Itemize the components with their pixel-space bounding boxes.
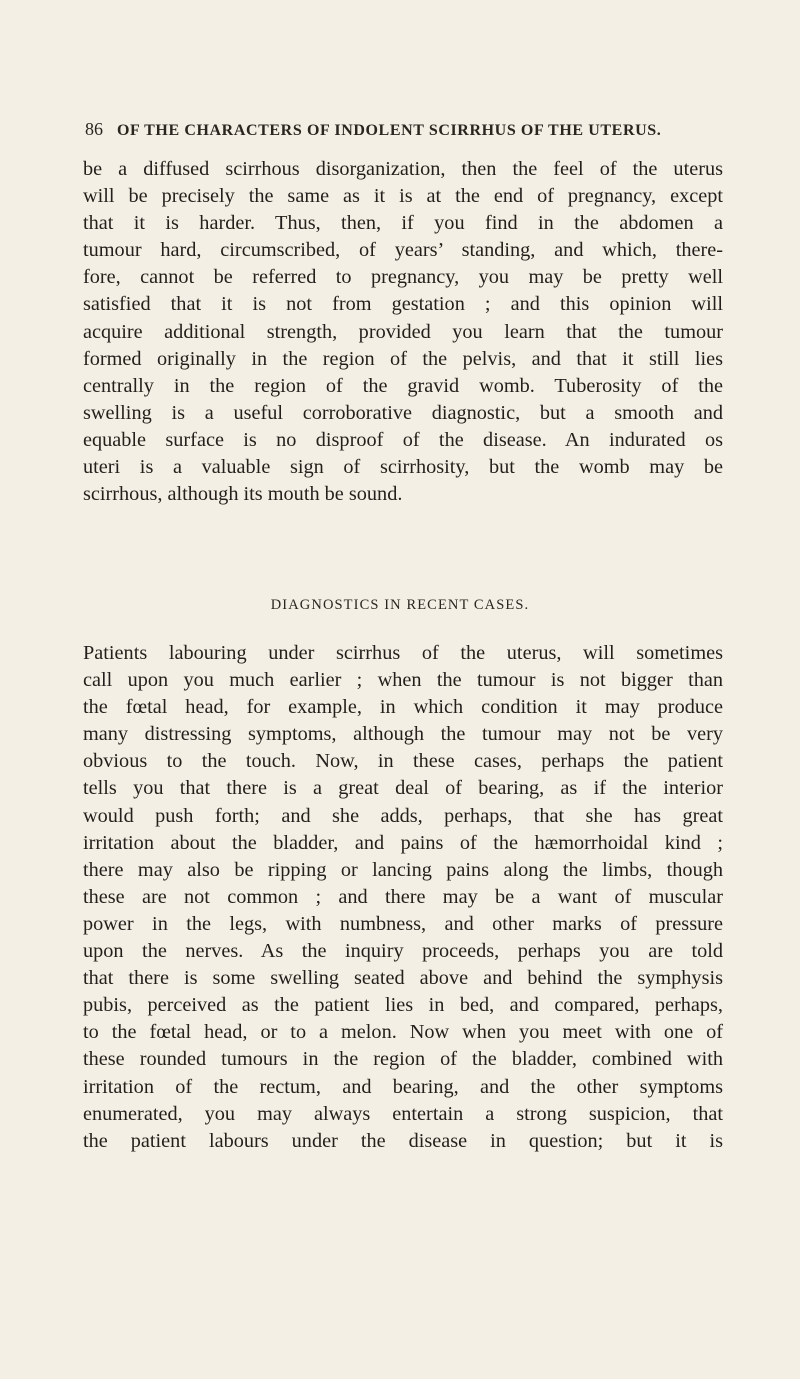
text-line: pubis, perceived as the patient lies in bed, and compared, perhaps, xyxy=(83,994,723,1017)
text-line: the fœtal head, for example, in which condition it may produce xyxy=(83,696,723,719)
text-line: many distressing symptoms, although the tumour may not be very xyxy=(83,723,723,746)
text-line: these are not common ; and there may be a want of muscular xyxy=(83,885,723,908)
text-line: will be precisely the same as it is at the end of pregnancy, except xyxy=(83,185,723,208)
text-line: there may also be ripping or lancing pains along the limbs, though xyxy=(83,858,723,881)
text-line: the patient labours under the disease in question; but it is xyxy=(83,1129,723,1152)
text-line: scirrhous, although its mouth be sound. xyxy=(83,483,403,506)
text-line: irritation about the bladder, and pains of the hæmorrhoidal kind ; xyxy=(83,831,723,854)
text-line: enumerated, you may always entertain a strong suspicion, that xyxy=(83,1102,723,1125)
paragraph-2 xyxy=(83,640,723,1155)
text-line: formed originally in the region of the pelvis, and that it still lies xyxy=(83,347,723,370)
text-line: fore, cannot be referred to pregnancy, you may be pretty well xyxy=(83,266,723,289)
text-line: that it is harder. Thus, then, if you find in the abdomen a xyxy=(83,212,723,235)
text-line: irritation of the rectum, and bearing, and the other symptoms xyxy=(83,1075,723,1098)
paragraph-1 xyxy=(83,156,723,508)
page-number: 86 xyxy=(85,119,103,139)
text-line: centrally in the region of the gravid womb. Tuberosity of the xyxy=(83,374,723,397)
text-line: equable surface is no disproof of the disease. An indurated os xyxy=(83,428,723,451)
text-line: that there is some swelling seated above and behind the symphysis xyxy=(83,967,723,990)
text-line: tumour hard, circumscribed, of years’ standing, and which, there- xyxy=(83,239,723,262)
text-line: uteri is a valuable sign of scirrhosity, but the womb may be xyxy=(83,456,723,479)
text-line: power in the legs, with numbness, and other marks of pressure xyxy=(83,912,723,935)
text-line: upon the nerves. As the inquiry proceeds, perhaps you are told xyxy=(83,940,723,963)
text-line: be a diffused scirrhous disorganization, then the feel of the uterus xyxy=(83,158,723,180)
text-line: call upon you much earlier ; when the tumour is not bigger than xyxy=(83,669,723,692)
text-line: acquire additional strength, provided you learn that the tumour xyxy=(83,320,723,343)
text-line: would push forth; and she adds, perhaps, that she has great xyxy=(83,804,723,827)
text-line: obvious to the touch. Now, in these cases, perhaps the patient xyxy=(83,750,723,773)
text-line: tells you that there is a great deal of bearing, as if the interior xyxy=(83,777,723,800)
text-line: swelling is a useful corroborative diagnostic, but a smooth and xyxy=(83,401,723,424)
text-line: these rounded tumours in the region of the bladder, combined with xyxy=(83,1048,723,1071)
text-line: Patients labouring under scirrhus of the uterus, will sometimes xyxy=(83,642,723,664)
text-line: to the fœtal head, or to a melon. Now when you meet with one of xyxy=(83,1021,723,1044)
running-title: OF THE CHARACTERS OF INDOLENT SCIRRHUS OF THE UTERUS. xyxy=(117,122,662,139)
text-line: satisfied that it is not from gestation ; and this opinion will xyxy=(83,293,723,316)
running-header xyxy=(85,119,725,141)
section-heading: DIAGNOSTICS IN RECENT CASES. xyxy=(270,597,530,613)
